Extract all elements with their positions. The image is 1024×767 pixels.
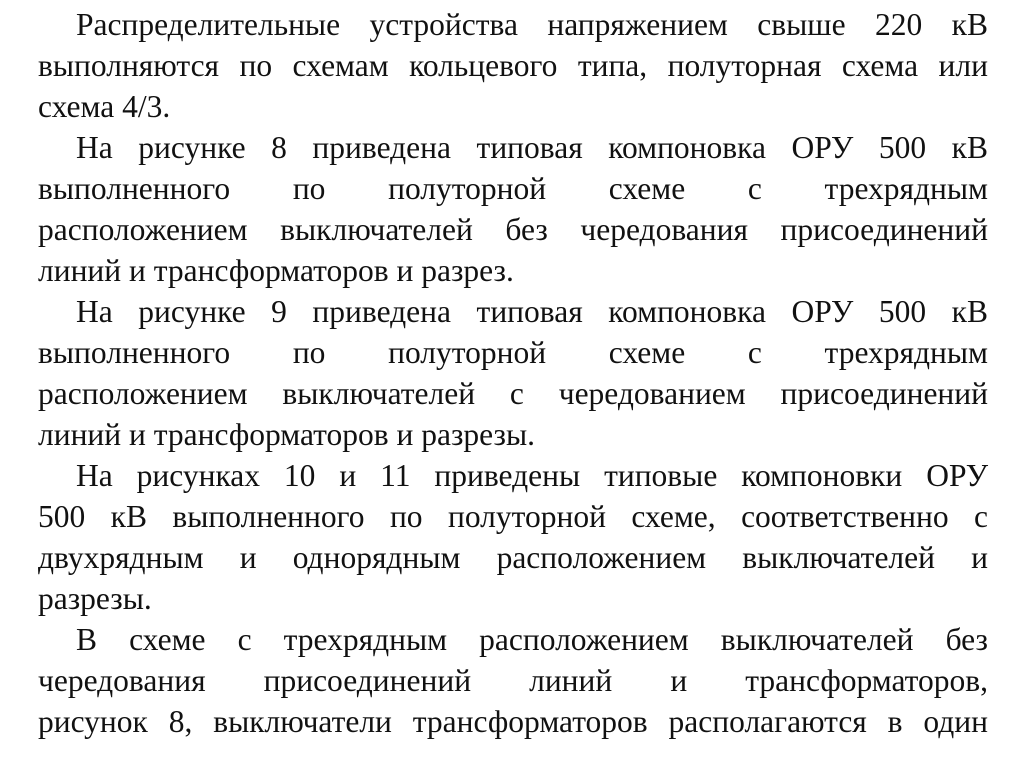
paragraph-2 <box>38 127 988 291</box>
paragraph-line: двухрядным и однорядным расположением выключателей и <box>38 540 988 575</box>
paragraph-line: Распределительные устройства напряжением свыше 220 кВ <box>76 7 988 42</box>
paragraph-line: схема 4/3. <box>38 89 171 124</box>
paragraph-line: выполненного по полуторной схеме с трехрядным <box>38 335 988 370</box>
paragraph-line: 500 кВ выполненного по полуторной схеме, соответственно с <box>38 499 988 534</box>
paragraph-line: линий и трансформаторов и разрез. <box>38 253 514 288</box>
document-page <box>38 4 988 742</box>
paragraph-5 <box>38 619 988 742</box>
paragraph-line: чередования присоединений линий и трансформаторов, <box>38 663 988 698</box>
paragraph-line: На рисунках 10 и 11 приведены типовые компоновки ОРУ <box>76 458 988 493</box>
paragraph-line: выполненного по полуторной схеме с трехрядным <box>38 171 988 206</box>
paragraph-1 <box>38 4 988 127</box>
paragraph-line: На рисунке 8 приведена типовая компоновка ОРУ 500 кВ <box>76 130 988 165</box>
paragraph-3 <box>38 291 988 455</box>
paragraph-line: рисунок 8, выключатели трансформаторов располагаются в один <box>38 704 988 739</box>
paragraph-line: В схеме с трехрядным расположением выключателей без <box>76 622 988 657</box>
paragraph-line: расположением выключателей с чередованием присоединений <box>38 376 988 411</box>
paragraph-4 <box>38 455 988 619</box>
paragraph-line: разрезы. <box>38 581 152 616</box>
paragraph-line: линий и трансформаторов и разрезы. <box>38 417 536 452</box>
paragraph-line: выполняются по схемам кольцевого типа, полуторная схема или <box>38 48 988 83</box>
paragraph-line: расположением выключателей без чередования присоединений <box>38 212 988 247</box>
paragraph-line: На рисунке 9 приведена типовая компоновка ОРУ 500 кВ <box>76 294 988 329</box>
